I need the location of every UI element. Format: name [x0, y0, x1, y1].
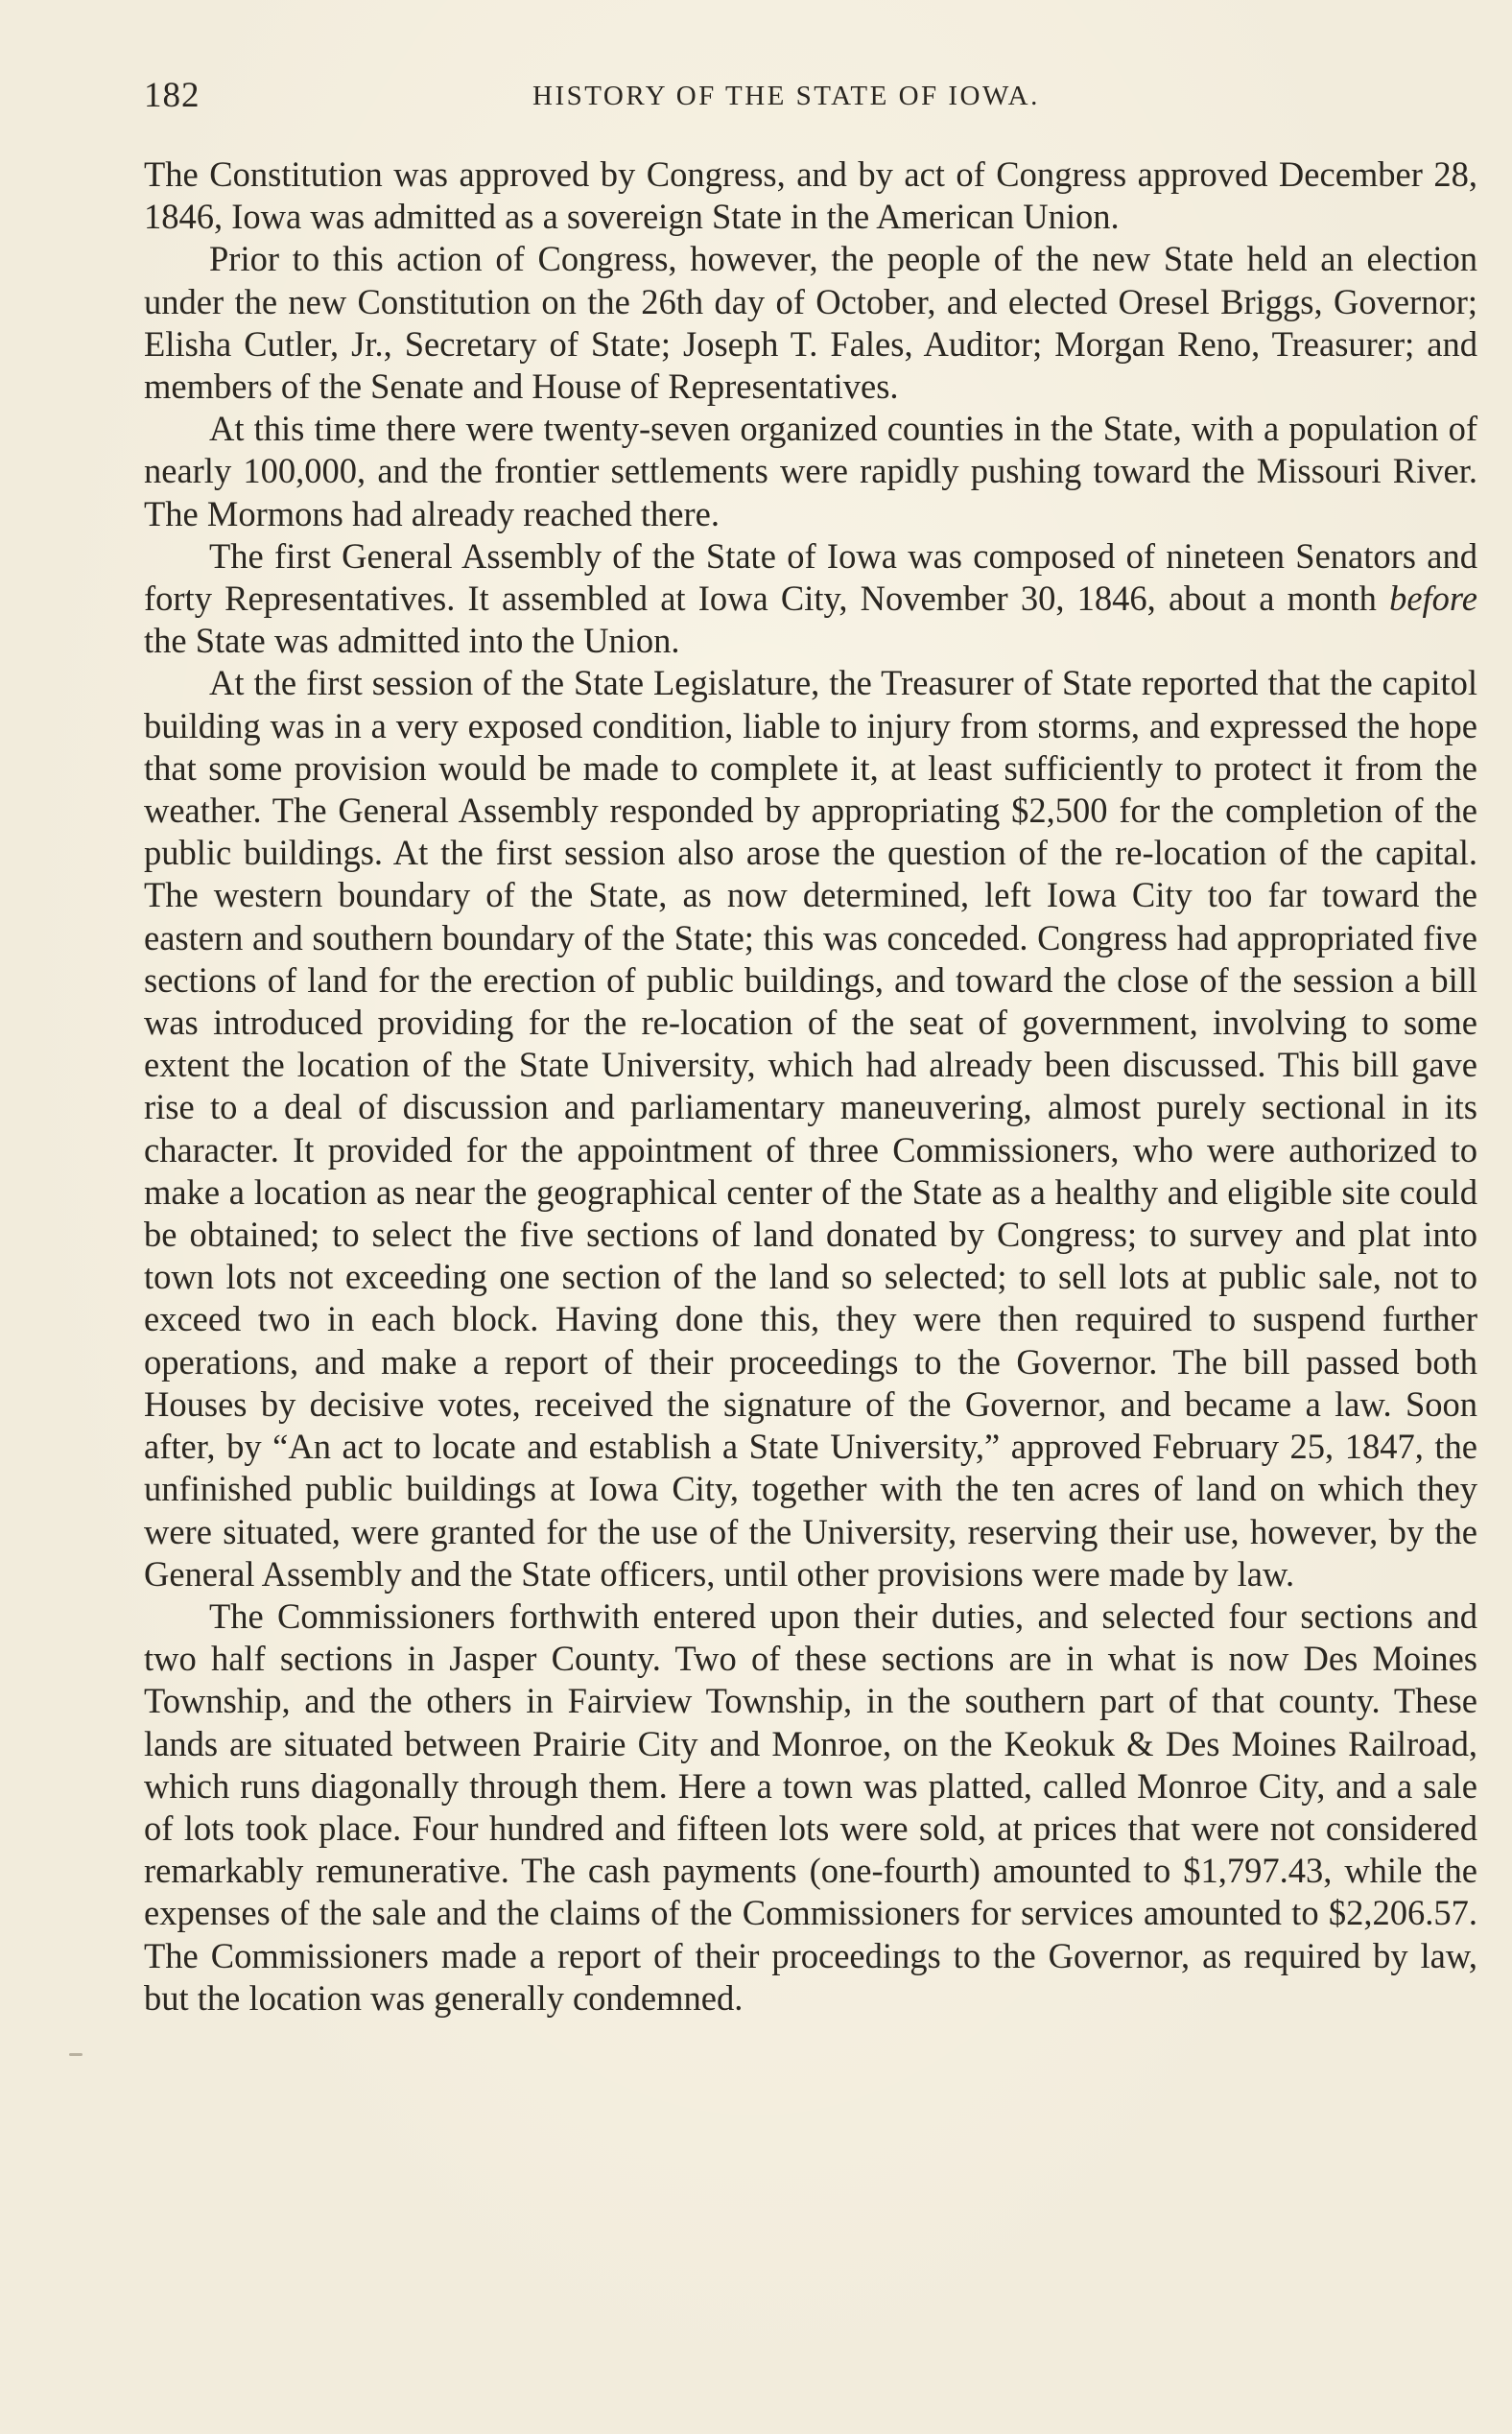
margin-mark — [69, 2053, 83, 2056]
running-head — [144, 75, 1103, 125]
paragraph-commissioners: The Commissioners forthwith entered upon their duties, and selected four sections and two half sections in Jasper County. Two of these sections are in what is now Des Moines Township, and the others in Fairview Township, in the southern part of that county. These lands are situated between Prairie City and Monroe, on the Keokuk & Des Moines Railroad, which runs diagonally through them. Here a town was platted, called Monroe City, and a sale of lots took place. Four hundred and fifteen lots were sold, at prices that were not considered remarkably remunerative. The cash payments (one-fourth) amounted to $1,797.43, while the expenses of the sale and the claims of the Commissioners for services amounted to $2,206.57. The Commissioners made a report of their proceedings to the Governor, as required by law, but the location was generally condemned. — [144, 1595, 1477, 2018]
emphasis-text: before — [1389, 579, 1477, 619]
paragraph-election: Prior to this action of Congress, however, the people of the new State held an election under the new Constitution on the 26th day of October, and elected Oresel Briggs, Governor; Elisha Cutler, Jr., Secretary of State; Joseph T. Fales, Auditor; Morgan Reno, Treasurer; and members of the Senate and House of Representatives. — [144, 239, 1477, 407]
paragraph-legislature: At the first session of the State Legislature, the Treasurer of State reported that the capitol building was in a very exposed condition, liable to injury from storms, and expressed the hope that some provision would be made to complete it, at least sufficiently to protect it from the weather. The General Assembly responded by appropriating $2,500 for the completion of the public buildings. At the first session also arose the question of the re-location of the capital. The western boundary of the State, as now determined, left Iowa City too far toward the eastern and southern boundary of the State; this was conceded. Congress had appropriated five sections of land for the erection of public buildings, and toward the close of the session a bill was introduced providing for the re-location of the seat of government, involving to some extent the location of the State University, which had already been discussed. This bill gave rise to a deal of discussion and parliamentary maneuvering, almost purely sectional in its character. It provided for the appointment of three Commissioners, who were authorized to make a location as near the geographical center of the State as a healthy and eligible site could be obtained; to select the five sections of land donated by Congress; to survey and plat into town lots not exceeding one section of the land so selected; to sell lots at public sale, not to exceed two in each block. Having done this, they were then required to suspend further operations, and make a report of their proceedings to the Governor. The bill passed both Houses by decisive votes, received the signature of the Governor, and became a law. Soon after, by “An act to locate and establish a State University,” approved February 25, 1847, the unfinished public buildings at Iowa City, together with the ten acres of land on which they were situated, were granted for the use of the University, reserving their use, however, by the General Assembly and the State officers, until other provisions were made by law. — [144, 663, 1477, 1594]
paragraph-counties: At this time there were twenty-seven organized counties in the State, with a population of nearly 100,000, and the frontier settlements were rapidly pushing toward the Missouri River. The Mormons had already reached there. — [144, 409, 1477, 533]
body-text — [144, 154, 1477, 2020]
running-title: HISTORY OF THE STATE OF IOWA. — [532, 81, 1040, 111]
paragraph-general-assembly: The first General Assembly of the State of Iowa was composed of nineteen Senators and forty Representatives. It assembled at Iowa City, November 30, 1846, about a month before the State was admitted into the Union. — [144, 535, 1477, 661]
page-number: 182 — [144, 76, 201, 115]
paragraph-admission: The Constitution was approved by Congress, and by act of Congress approved December 28, 1846, Iowa was admitted as a sovereign State in the American Union. — [144, 154, 1477, 237]
